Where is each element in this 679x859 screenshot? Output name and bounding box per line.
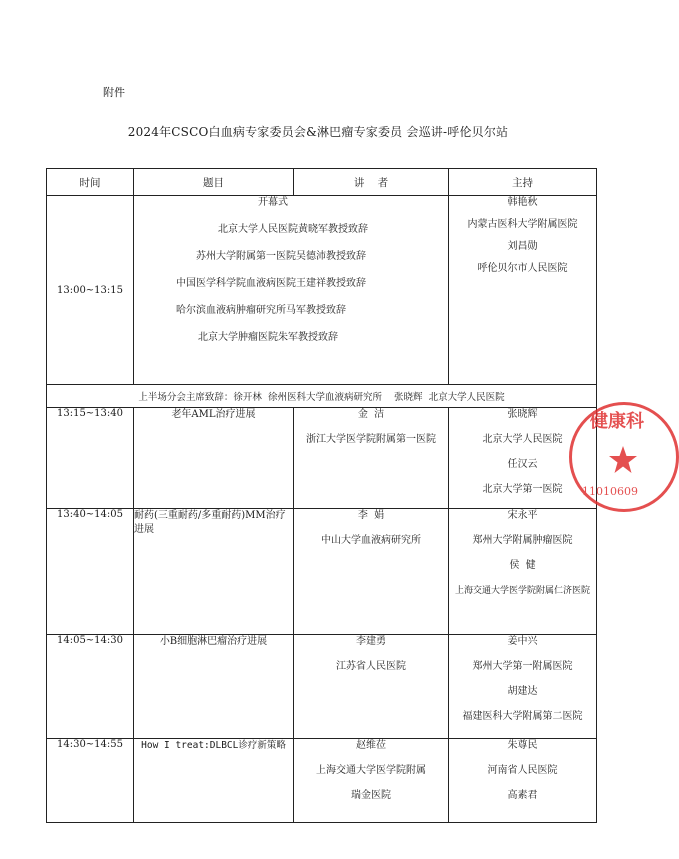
table-row [47,509,597,635]
seal-text: 健康科 [590,411,644,432]
opening-speech: 苏州大学附属第一医院吴德沛教授致辞 [196,251,366,262]
host-name: 姜中兴 [507,636,538,647]
session-chair-row [47,385,597,408]
header-host: 主持 [449,169,597,196]
row-hosts [449,739,597,823]
host-affiliation: 呼伦贝尔市人民医院 [477,263,568,274]
row-hosts [449,509,597,635]
host-name: 任汉云 [507,459,538,470]
opening-heading: 开幕式 [258,197,288,208]
row-topic: 耐药(三重耐药/多重耐药)MM治疗进展 [134,509,294,635]
schedule-table [46,168,597,823]
host-name: 胡建达 [507,686,538,697]
host-affiliation: 郑州大学附属肿瘤医院 [472,535,573,546]
row-topic: 老年AML治疗进展 [134,408,294,509]
row-topic: How I treat:DLBCL诊疗新策略 [134,739,294,823]
row-speaker [294,739,449,823]
table-row [47,635,597,739]
speaker-affiliation: 江苏省人民医院 [336,661,406,672]
table-row [47,739,597,823]
speaker-affiliation: 浙江大学医学院附属第一医院 [306,434,436,445]
row-speaker [294,408,449,509]
host-affiliation: 北京大学第一医院 [482,484,563,495]
opening-speech: 北京大学人民医院黄晓军教授致辞 [218,224,368,235]
star-icon [608,445,638,475]
row-time: 13:40~14:05 [47,509,134,635]
row-topic: 小B细胞淋巴瘤治疗进展 [134,635,294,739]
table-header-row [47,169,597,196]
row-time: 14:30~14:55 [47,739,134,823]
host-affiliation: 内蒙古医科大学附属医院 [467,219,578,230]
row-time: 13:15~13:40 [47,408,134,509]
host-affiliation: 北京大学人民医院 [482,434,563,445]
header-speaker: 讲 者 [294,169,449,196]
page-title: 2024年CSCO白血病专家委员会&淋巴瘤专家委员 会巡讲-呼伦贝尔站 [127,125,509,139]
host-name: 刘昌勋 [507,241,538,252]
host-name: 张晓辉 [507,409,538,420]
speaker-affiliation: 上海交通大学医学院附属 [316,765,426,776]
speaker-name: 赵维莅 [356,740,386,751]
opening-hosts [449,196,597,385]
speaker-name: 李建勇 [356,636,386,647]
row-hosts [449,635,597,739]
attachment-label: 附件 [103,86,125,99]
host-affiliation: 河南省人民医院 [487,765,558,776]
row-time: 14:05~14:30 [47,635,134,739]
host-affiliation: 郑州大学第一附属医院 [472,661,573,672]
speaker-name: 李 娟 [357,510,385,521]
opening-time: 13:00~13:15 [47,196,134,385]
speaker-name: 金 洁 [357,409,385,420]
speaker-affiliation: 中山大学血液病研究所 [321,535,421,546]
opening-ceremony [134,196,449,385]
opening-speech: 哈尔滨血液病肿瘤研究所马军教授致辞 [176,305,346,316]
host-name: 朱尊民 [507,740,538,751]
row-speaker [294,635,449,739]
table-row [47,408,597,509]
opening-speech: 北京大学肿瘤医院朱军教授致辞 [198,332,338,343]
host-name: 高素君 [507,790,538,801]
host-affiliation: 上海交通大学医学院附属仁济医院 [454,586,590,596]
header-time: 时间 [47,169,134,196]
host-name: 宋永平 [507,510,538,521]
opening-row [47,196,597,385]
seal-number: 11010609 [582,485,638,498]
opening-speech: 中国医学科学院血液病医院王建祥教授致辞 [176,278,366,289]
host-name: 侯 健 [509,560,536,571]
session-chair-text: 上半场分会主席致辞：徐开林 徐州医科大学血液病研究所 张晓辉 北京大学人民医院 [47,385,597,408]
official-seal [569,402,679,512]
row-speaker [294,509,449,635]
speaker-affiliation: 瑞金医院 [351,790,391,801]
host-name: 韩艳秋 [507,197,538,208]
host-affiliation: 福建医科大学附属第二医院 [462,711,583,722]
header-topic: 题目 [134,169,294,196]
